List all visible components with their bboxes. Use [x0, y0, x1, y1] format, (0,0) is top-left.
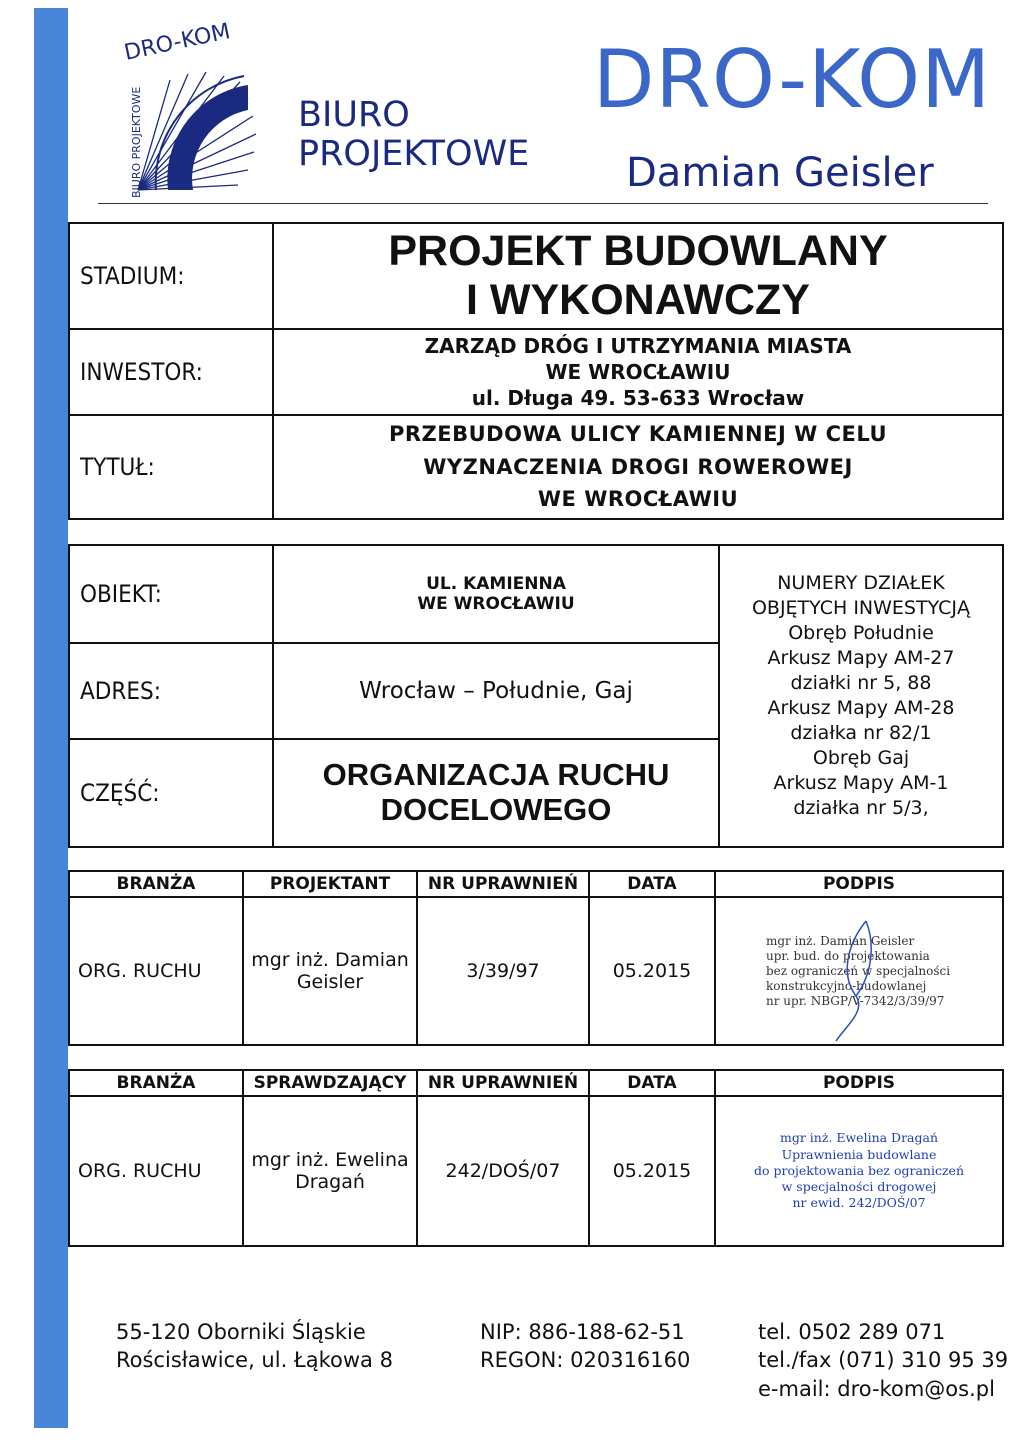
signature-stamp [716, 1130, 1002, 1211]
svg-text:BIURO PROJEKTOWE: BIURO PROJEKTOWE [130, 86, 143, 198]
stamp-line: nr ewid. 242/DOŚ/07 [792, 1195, 926, 1211]
company-name: DRO-KOM [592, 33, 992, 126]
header-podpis: PODPIS [715, 1070, 1003, 1096]
address-line1: 55-120 Oborniki Śląskie [116, 1320, 366, 1344]
header-projektant: PROJEKTANT [243, 871, 417, 897]
sprawdzajacy-line1: mgr inż. Ewelina [251, 1149, 409, 1171]
nr-uprawnien-value: 242/DOŚ/07 [417, 1096, 589, 1246]
nip: NIP: 886-188-62-51 [480, 1320, 685, 1344]
branza-value: ORG. RUCHU [69, 897, 243, 1045]
biuro-line2: PROJEKTOWE [298, 134, 530, 175]
header-data: DATA [589, 1070, 715, 1096]
tytul-label: TYTUŁ: [69, 415, 273, 519]
phone: tel. 0502 289 071 [758, 1320, 946, 1344]
obiekt-line1: UL. KAMIENNA [426, 574, 566, 594]
inwestor-line3: ul. Długa 49. 53-633 Wrocław [471, 386, 805, 410]
biuro-line1: BIURO [298, 95, 410, 135]
biuro-projektowe-text [298, 96, 529, 174]
sprawdzajacy-value [243, 1096, 417, 1246]
obiekt-value [273, 545, 719, 643]
podpis-cell [715, 897, 1003, 1045]
stadium-value [273, 223, 1003, 329]
obiekt-label: OBIEKT: [69, 545, 273, 643]
dzialki-line: NUMERY DZIAŁEK [777, 571, 945, 594]
header-nr-uprawnien: NR UPRAWNIEŃ [417, 1070, 589, 1096]
header-data: DATA [589, 871, 715, 897]
tytul-value [273, 415, 1003, 519]
header-nr-uprawnien: NR UPRAWNIEŃ [417, 871, 589, 897]
stamp-line: bez ograniczeń w specjalności [766, 963, 951, 978]
company-owner: Damian Geisler [626, 150, 934, 196]
stamp-line: konstrukcyjno-budowlanej [766, 978, 927, 993]
dzialki-line: działka nr 5/3, [793, 797, 929, 820]
stamp-line: do projektowania bez ograniczeń [753, 1162, 965, 1178]
dzialki-line: Arkusz Mapy AM-1 [773, 772, 949, 795]
stamp-line: w specjalności drogowej [781, 1179, 937, 1195]
dzialki-line: OBJĘTYCH INWESTYCJĄ [751, 596, 971, 619]
object-table [68, 544, 1004, 848]
podpis-cell [715, 1096, 1003, 1246]
data-value: 05.2015 [589, 897, 715, 1045]
header-branza: BRANŻA [69, 871, 243, 897]
branza-value: ORG. RUCHU [69, 1096, 243, 1246]
header-sprawdzajacy: SPRAWDZAJĄCY [243, 1070, 417, 1096]
stamp-line: mgr inż. Damian Geisler [766, 933, 915, 948]
left-blue-bar [34, 8, 68, 1428]
fax: tel./fax (071) 310 95 39 [758, 1348, 1009, 1373]
nr-uprawnien-value: 3/39/97 [417, 897, 589, 1045]
czesc-value [273, 739, 719, 847]
inwestor-line1: ZARZĄD DRÓG I UTRZYMANIA MIASTA [424, 334, 852, 358]
sprawdzajacy-table [68, 1069, 1004, 1247]
company-logo [98, 20, 258, 205]
svg-text:DRO-KOM: DRO-KOM [122, 20, 233, 66]
data-value: 05.2015 [589, 1096, 715, 1246]
email-link[interactable]: e-mail: dro-kom@os.pl [758, 1376, 995, 1401]
dzialki-line: Arkusz Mapy AM-28 [767, 697, 955, 719]
projektant-table [68, 870, 1004, 1046]
dzialki-line: Obręb Gaj [812, 747, 910, 770]
address-line2: Rościsławice, ul. Łąkowa 8 [116, 1348, 393, 1373]
tytul-line1: PRZEBUDOWA ULICY KAMIENNEJ W CELU [388, 422, 888, 447]
footer-registration [480, 1318, 690, 1375]
czesc-line2: DOCELOWEGO [380, 792, 612, 827]
stadium-line2: I WYKONAWCZY [466, 276, 810, 324]
signature-stamp [766, 934, 1002, 1009]
header-branza: BRANŻA [69, 1070, 243, 1096]
tytul-line3: WE WROCŁAWIU [537, 487, 739, 512]
obiekt-line2: WE WROCŁAWIU [417, 594, 575, 614]
header-podpis: PODPIS [715, 871, 1003, 897]
regon: REGON: 020316160 [480, 1348, 691, 1373]
dzialki-list [719, 545, 1003, 847]
inwestor-label: INWESTOR: [69, 329, 273, 415]
stamp-line: upr. bud. do projektowania [766, 948, 930, 963]
sprawdzajacy-line2: Dragań [295, 1171, 365, 1193]
tytul-line2: WYZNACZENIA DROGI ROWEROWEJ [423, 454, 853, 479]
dzialki-line: Obręb Południe [788, 621, 934, 644]
stamp-line: mgr inż. Ewelina Dragań [779, 1130, 939, 1146]
czesc-label: CZĘŚĆ: [69, 739, 273, 847]
dzialki-line: działka nr 82/1 [790, 722, 932, 745]
project-info-table [68, 222, 1004, 520]
stadium-line1: PROJEKT BUDOWLANY [388, 226, 888, 275]
footer-address [116, 1318, 393, 1375]
inwestor-value [273, 329, 1003, 415]
projektant-line2: Geisler [296, 971, 364, 993]
projektant-value [243, 897, 417, 1045]
dzialki-line: Arkusz Mapy AM-27 [767, 646, 955, 669]
footer-contact [758, 1318, 1008, 1403]
header-divider [98, 203, 988, 204]
dzialki-line: działki nr 5, 88 [790, 671, 932, 694]
adres-label: ADRES: [69, 643, 273, 739]
inwestor-line2: WE WROCŁAWIU [545, 360, 731, 384]
stamp-line: nr upr. NBGP/V-7342/3/39/97 [766, 993, 945, 1008]
adres-value: Wrocław – Południe, Gaj [273, 643, 719, 739]
czesc-line1: ORGANIZACJA RUCHU [322, 757, 670, 793]
projektant-line1: mgr inż. Damian [251, 949, 409, 971]
stadium-label: STADIUM: [69, 223, 273, 329]
handwritten-signature [826, 916, 886, 1046]
stamp-line: Uprawnienia budowlane [781, 1146, 937, 1162]
